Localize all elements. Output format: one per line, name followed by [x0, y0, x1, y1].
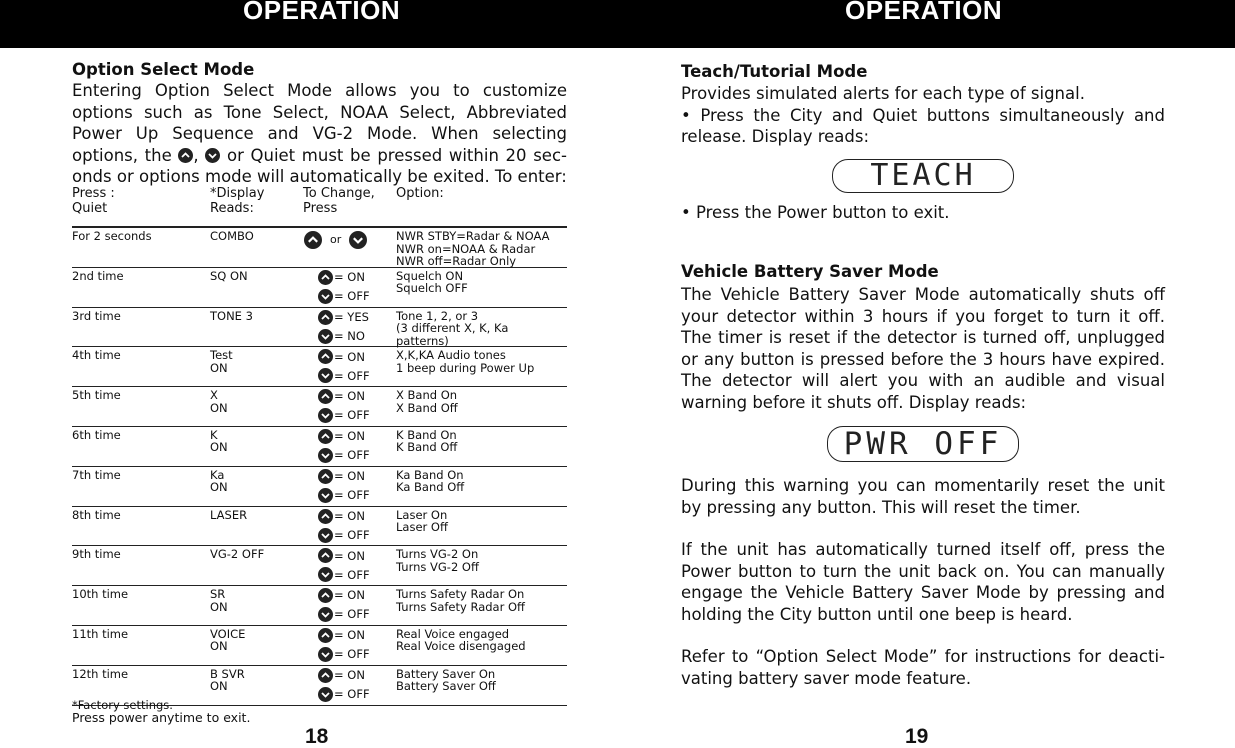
option-cell: Laser On Laser Off — [396, 507, 448, 535]
down-button-icon — [318, 528, 333, 543]
options-table-header — [72, 186, 567, 226]
option-cell: Tone 1, 2, or 3 (3 different X, K, Ka patterns) — [396, 308, 509, 348]
options-table — [72, 228, 567, 706]
change-cell: = ON = OFF — [318, 387, 370, 425]
teach-exit-instructions: • Press the Power button to exit. — [681, 202, 950, 222]
table-row — [72, 268, 567, 308]
press-cell: 5th time — [72, 388, 121, 403]
option-select-title: Option Select Mode — [72, 60, 255, 79]
press-cell: 2nd time — [72, 268, 124, 283]
battery-saver-refer-text: Refer to “Option Select Mode” for instructions for deacti-vating battery saver mode feature. — [681, 647, 1165, 688]
teach-mode-instructions: • Press the City and Quiet buttons simultaneously and release. Display reads: — [681, 105, 1165, 146]
up-button-icon — [318, 628, 333, 643]
press-cell: 3rd time — [72, 308, 121, 323]
display-cell: LASER — [210, 507, 248, 522]
option-cell: Ka Band On Ka Band Off — [396, 467, 465, 495]
table-row — [72, 626, 567, 666]
left-page-number: 18 — [305, 725, 329, 748]
up-button-icon — [304, 231, 322, 249]
display-cell: SR ON — [210, 587, 228, 614]
table-row — [72, 546, 567, 586]
press-cell: 7th time — [72, 467, 121, 482]
change-cell: = ON = OFF — [318, 268, 370, 306]
down-button-icon — [318, 329, 333, 344]
press-cell: 12th time — [72, 666, 129, 681]
display-cell: VG-2 OFF — [210, 547, 265, 562]
up-button-icon — [318, 270, 333, 285]
down-button-icon — [318, 408, 333, 423]
press-cell: 4th time — [72, 348, 121, 363]
display-cell: Ka ON — [210, 467, 228, 495]
table-row — [72, 586, 567, 626]
display-cell: VOICE ON — [210, 626, 246, 654]
press-column-header: Press : Quiet — [72, 186, 115, 216]
option-select-section — [72, 60, 567, 188]
down-button-icon — [318, 368, 333, 383]
change-cell: = ON = OFF — [318, 427, 370, 465]
battery-saver-title: Vehicle Battery Saver Mode — [681, 262, 939, 281]
table-row — [72, 308, 567, 348]
press-cell: 10th time — [72, 587, 129, 602]
battery-saver-manual-text: If the unit has automatically turned itself off, press the Power button to turn the unit back on. You can manually engage the Vehicle Battery Saver Mode by pressing and holding the City button until one beep is heard. — [681, 540, 1165, 624]
change-cell: = ON = OFF — [318, 666, 370, 704]
down-button-icon — [318, 687, 333, 702]
down-button-icon — [318, 607, 333, 622]
change-cell: = ON = OFF — [318, 507, 370, 545]
down-button-icon — [318, 448, 333, 463]
option-column-header: Option: — [396, 186, 444, 201]
display-cell: Test ON — [210, 348, 233, 375]
display-cell: X ON — [210, 388, 228, 415]
option-cell: Battery Saver On Battery Saver Off — [396, 666, 496, 694]
up-button-icon — [318, 588, 333, 603]
up-button-icon — [318, 389, 333, 404]
down-button-icon — [318, 567, 333, 582]
change-cell: = YES = NO — [318, 308, 369, 346]
option-cell: Turns VG-2 On Turns VG-2 Off — [396, 547, 479, 574]
right-page-number: 19 — [905, 725, 929, 748]
display-cell: B SVR ON — [210, 666, 245, 694]
teach-mode-title: Teach/Tutorial Mode — [681, 62, 868, 81]
option-select-intro: Entering Option Select Mode allows you to customize options such as Tone Select, NOAA Select, Abbreviated Power Up Sequence and VG-2 Mode. When selecting options, the , or Quiet must be pressed within 20 sec-onds or options mode will automatically be exited. To enter: — [72, 81, 567, 186]
option-cell: Turns Safety Radar On Turns Safety Radar Off — [396, 587, 525, 614]
change-column-header: To Change, Press — [303, 186, 375, 216]
up-button-icon — [318, 349, 333, 364]
down-button-icon — [318, 488, 333, 503]
option-cell: Real Voice engaged Real Voice disengaged — [396, 626, 526, 654]
change-cell: = ON = OFF — [318, 546, 370, 584]
up-button-icon — [318, 469, 333, 484]
header-bar — [0, 0, 1235, 48]
right-page-header: OPERATION — [845, 0, 1003, 25]
teach-display: TEACH — [832, 159, 1014, 193]
option-cell: X Band On X Band Off — [396, 388, 458, 415]
table-row: For 2 seconds COMBO or NWR STBY=Radar & NOAA NWR on=NOAA & Radar NWR off=Radar Only — [72, 228, 567, 268]
teach-mode-intro: Provides simulated alerts for each type of signal. — [681, 84, 1085, 103]
table-row — [72, 347, 567, 387]
table-row — [72, 427, 567, 467]
change-cell: = ON = OFF — [318, 347, 370, 385]
up-button-icon — [318, 429, 333, 444]
up-button-icon — [318, 668, 333, 683]
right-page-content — [681, 62, 1165, 689]
display-cell: TONE 3 — [210, 308, 253, 323]
option-cell: Squelch ON Squelch OFF — [396, 268, 468, 296]
display-cell: K ON — [210, 427, 228, 455]
table-row — [72, 507, 567, 547]
up-button-icon — [318, 310, 333, 325]
change-cell: = ON = OFF — [318, 626, 370, 664]
up-button-icon — [318, 509, 333, 524]
down-button-icon — [318, 289, 333, 304]
press-cell: 8th time — [72, 507, 121, 522]
up-button-icon — [318, 548, 333, 563]
press-cell: 11th time — [72, 626, 129, 641]
pwr-off-display: PWR OFF — [827, 426, 1019, 462]
down-button-icon — [318, 647, 333, 662]
table-row — [72, 387, 567, 427]
left-page-header: OPERATION — [243, 0, 401, 25]
down-button-icon — [205, 148, 220, 163]
change-cell: = ON = OFF — [318, 467, 370, 505]
display-column-header: *Display Reads: — [210, 186, 265, 216]
change-cell: = ON = OFF — [318, 586, 370, 624]
press-cell: 6th time — [72, 427, 121, 442]
option-cell: X,K,KA Audio tones 1 beep during Power Up — [396, 348, 535, 375]
battery-saver-reset-text: During this warning you can momentarily reset the unit by pressing any button. This will reset the timer. — [681, 476, 1165, 517]
up-button-icon — [178, 148, 193, 163]
press-cell: 9th time — [72, 547, 121, 562]
table-row — [72, 467, 567, 507]
option-cell: K Band On K Band Off — [396, 427, 458, 455]
display-cell: SQ ON — [210, 268, 248, 283]
table-footnote: *Factory settings. Press power anytime to exit. — [72, 698, 251, 725]
down-button-icon — [349, 231, 367, 249]
battery-saver-description: The Vehicle Battery Saver Mode automatically shuts off your detector within 3 hours if you forget to turn it off. The timer is reset if the detector is turned off, unplugged or any button is pressed before the 3 hours have expired. The detector will alert you with an audible and visual warning before it shuts off. Display reads: — [681, 285, 1165, 412]
